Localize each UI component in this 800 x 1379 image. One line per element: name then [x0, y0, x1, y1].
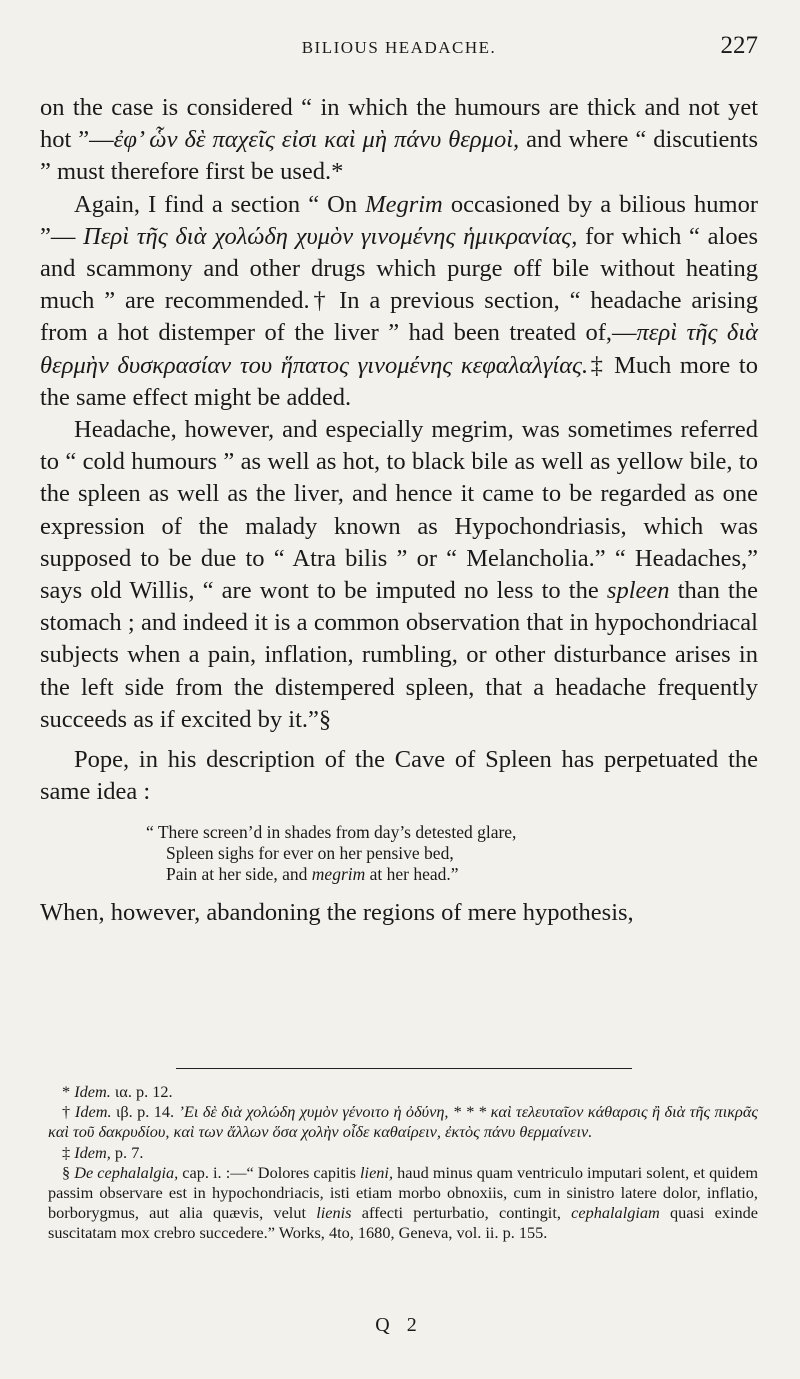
- running-head: [40, 32, 758, 68]
- p2-greek-2: περὶ τῆς διὰ θερμὴν δυσκρασίαν του ἥπατος γινομένης κεφαλαλγίας.: [40, 319, 758, 379]
- verse-line-2: Spleen sighs for ever on her pensive bed,: [166, 843, 454, 864]
- verse-megrim: megrim: [311, 864, 366, 885]
- fn1-mark: *: [62, 1082, 75, 1101]
- p3-text-b: than the stomach ; and indeed it is a common observation that in hypochondriacal subjects when a pain, inflation, rumbling, or other disturbance arises in the left side from the distempered spleen, that a headache frequently succeeds as if excited by it.”§: [40, 577, 758, 733]
- fn4-text-a: cap. i. :—“ Dolores capitis: [178, 1162, 361, 1182]
- fn1-idem: Idem.: [74, 1082, 111, 1101]
- signature-mark: Q 2: [375, 1314, 423, 1336]
- p2-text-c: for which “ aloes and scammony and other drugs which purge off bile without heating much ” are recommended.† In a previous section, “ headache arising from a hot distemper of the liver ” had been treated of,—: [40, 222, 759, 347]
- p1-text-b: and where “ discutients ” must therefore first be used.*: [40, 126, 758, 186]
- fn4-lieni: lieni,: [360, 1162, 394, 1182]
- body-text: [40, 92, 758, 930]
- p2-text-a: Again, I find a section “ On: [74, 190, 366, 218]
- running-title: BILIOUS HEADACHE.: [301, 38, 497, 57]
- paragraph-5: When, however, abandoning the regions of mere hypothesis,: [40, 899, 634, 927]
- paragraph-2: [40, 189, 758, 414]
- footnote-2: [48, 1102, 758, 1142]
- p2-megrim: Megrim: [365, 190, 443, 218]
- footnote-1: [48, 1082, 758, 1102]
- footnote-3: [48, 1143, 758, 1163]
- footnote-rule: [176, 1068, 632, 1069]
- p1-greek: ἐφ’ ὧν δὲ παχεῖς εἰσι καὶ μὴ πάνυ θερμοὶ,: [113, 126, 520, 154]
- p2-text-d: ‡ Much more to the same effect might be added.: [40, 351, 758, 411]
- p2-greek-1: Περὶ τῆς διὰ χολώδη χυμὸν γινομένης ἡμικρανίας,: [83, 222, 578, 250]
- fn2-greek: ’Ει δὲ διὰ χολώδη χυμὸν γένοιτο ἡ ὀδύνη, * * * καὶ τελευταῖον κάθαρσις ἢ διὰ τῆς πικρᾶς καὶ τοῦ δακρυδίου, καὶ των ἄλλων ὅσα χολὴν οἶδε καθαίρειν, ἐκτὸς πάνυ θερμαίνειν.: [48, 1102, 758, 1142]
- fn3-mark: ‡: [62, 1142, 75, 1162]
- fn3-rest: p. 7.: [110, 1142, 144, 1162]
- fn2-mark: †: [62, 1102, 75, 1122]
- verse-line-1: “ There screen’d in shades from day’s detested glare,: [146, 822, 517, 843]
- p3-spleen: spleen: [606, 577, 670, 605]
- fn1-rest: ια. p. 12.: [110, 1082, 173, 1101]
- fn4-lienis: lienis: [316, 1203, 352, 1223]
- fn2-idem: Idem.: [74, 1102, 112, 1122]
- paragraph-3: [40, 414, 758, 736]
- fn3-idem: Idem,: [74, 1142, 111, 1162]
- p1-text-a: on the case is considered “ in which the humours are thick and not yet hot ”—: [40, 94, 758, 154]
- fn4-text-c: affecti perturbatio, contingit,: [351, 1203, 572, 1223]
- fn4-title: De cephalalgia,: [74, 1162, 179, 1182]
- fn4-mark: §: [62, 1162, 75, 1182]
- fn4-text-b: haud minus quam ventriculo imputari solent, et quidem passim observare est in hypochondriacis, isti etiam morbo obnoxiis, cum in sinistro latere dolor, inflatio, borborygmus, aut alia quævis, velut: [48, 1162, 758, 1223]
- footnote-4: [48, 1163, 758, 1244]
- p2-text-b: occasioned by a bilious humor ”—: [40, 190, 758, 250]
- book-page: [40, 0, 758, 1379]
- verse-quotation: [146, 822, 758, 885]
- page-number: 227: [720, 32, 758, 59]
- verse-line-3: [146, 864, 758, 885]
- footnotes: [48, 1082, 758, 1244]
- p3-text-a: Headache, however, and especially megrim, was sometimes referred to “ cold humours ” as well as hot, to black bile as well as yellow bile, to the spleen as well as the liver, and hence it came to be regarded as one expression of the malady known as Hypochondriasis, which was supposed to be due to “ Atra bilis ” or “ Melancholia.” “ Headaches,” says old Willis, “ are wont to be imputed no less to the: [40, 416, 758, 605]
- fn2-ref: ιβ. p. 14.: [111, 1102, 179, 1122]
- paragraph-4: Pope, in his description of the Cave of Spleen has perpetuated the same idea :: [40, 746, 758, 806]
- verse-line-3-a: Pain at her side, and: [166, 864, 312, 885]
- verse-line-3-b: at her head.”: [365, 864, 459, 885]
- fn4-cephalalgiam: cephalalgiam: [571, 1203, 660, 1223]
- fn4-text-d: quasi exinde suscitatam mox crebro succedere.” Works, 4to, 1680, Geneva, vol. ii. p. 155.: [48, 1203, 759, 1243]
- paragraph-1: [40, 92, 758, 189]
